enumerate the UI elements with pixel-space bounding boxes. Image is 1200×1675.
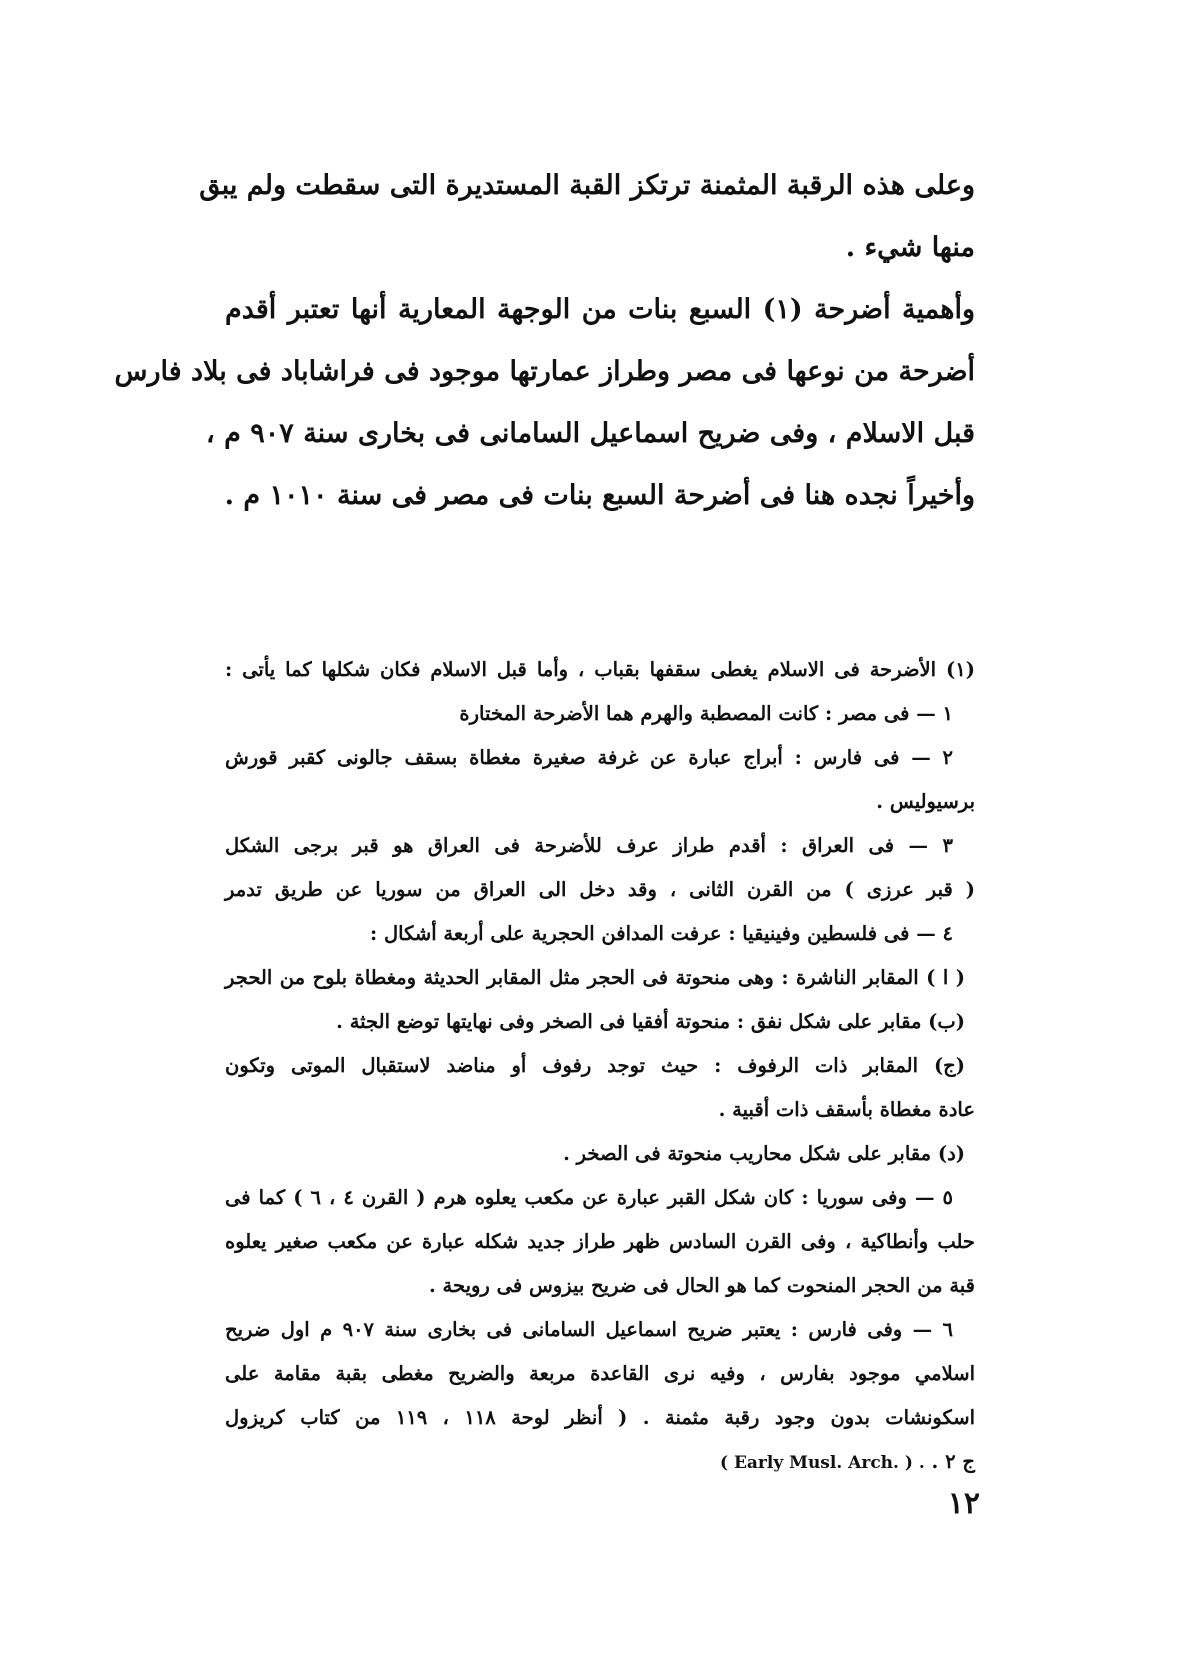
footnote-line: (ج) المقابر ذات الرفوف : حيث توجد رفوف أو مناضد لاستقبال الموتى وتكون	[225, 1054, 965, 1077]
footnote-line: ١ — فى مصر : كانت المصطبة والهرم هما الأضرحة المختارة	[459, 702, 953, 725]
footnote-line: (١) الأضرحة فى الاسلام يغطى سقفها بقباب ، وأما قبل الاسلام فكان شكلها كما يأتى :	[225, 658, 975, 681]
footnote-line: اسكونشات بدون وجود رقبة مثمنة . ( أنظر لوحة ١١٨ ، ١١٩ من كتاب كريزول	[225, 1406, 976, 1429]
main-body-text	[114, 155, 975, 527]
body-line: وأهمية أضرحة (١) السبع بنات من الوجهة المعارية أنها تعتبر أقدم	[225, 294, 975, 325]
body-line: وأخيراً نجده هنا فى أضرحة السبع بنات فى مصر فى سنة ١٠١٠ م .	[224, 480, 975, 511]
body-line: قبل الاسلام ، وفى ضريح اسماعيل السامانى فى بخارى سنة ٩٠٧ م ،	[206, 418, 975, 449]
footnote-line: ٦ — وفى فارس : يعتبر ضريح اسماعيل السامانى فى بخارى سنة ٩٠٧ م اول ضريح	[225, 1318, 953, 1341]
footnote-line: (ب) مقابر على شكل نفق : منحوتة أفقيا فى الصخر وفى نهايتها توضع الجثة .	[336, 1010, 965, 1033]
body-line: وعلى هذه الرقبة المثمنة ترتكز القبة المستديرة التى سقطت ولم يبق	[199, 170, 975, 201]
footnote-line: (د) مقابر على شكل محاريب منحوتة فى الصخر .	[563, 1142, 965, 1165]
footnote-reference-volume: ج ٢ .	[931, 1450, 975, 1473]
footnote-reference-line	[225, 1440, 975, 1484]
footnote-line: ( قبر عرزى ) من القرن الثانى ، وقد دخل الى العراق من سوريا عن طريق تدمر	[225, 878, 975, 901]
footnote-line: عادة مغطاة بأسقف ذات أقبية .	[718, 1098, 975, 1121]
footnote-line: ٣ — فى العراق : أقدم طراز عرف للأضرحة فى العراق هو قبر برجى الشكل	[225, 834, 953, 857]
footnote-line: برسيوليس .	[876, 790, 975, 813]
body-line: منها شيء .	[845, 232, 975, 263]
footnote-line: قبة من الحجر المنحوت كما هو الحال فى ضريح بيزوس فى رويحة .	[428, 1274, 975, 1297]
body-line: أضرحة من نوعها فى مصر وطراز عمارتها موجود فى فراشاباد فى بلاد فارس	[114, 356, 975, 387]
page-number: ١٢	[947, 1486, 980, 1521]
footnote-line: حلب وأنطاكية ، وفى القرن السادس ظهر طراز جديد شكله عبارة عن مكعب صغير يعلوه	[225, 1230, 975, 1253]
footnotes	[225, 648, 975, 1484]
footnote-line: ٤ — فى فلسطين وفينيقيا : عرفت المدافن الحجرية على أربعة أشكال :	[370, 922, 953, 945]
footnote-line: ٥ — وفى سوريا : كان شكل القبر عبارة عن مكعب يعلوه هرم ( القرن ٤ ، ٦ ) كما فى	[225, 1186, 954, 1209]
footnote-line: ٢ — فى فارس : أبراج عبارة عن غرفة صغيرة مغطاة بسقف جالونى كقبر قورش	[225, 746, 953, 769]
footnote-line: اسلامي موجود بفارس ، وفيه نرى القاعدة مربعة والضريح مغطى بقبة مقامة على	[225, 1362, 975, 1385]
footnote-reference-title: ( Early Musl. Arch. ) .	[719, 1453, 925, 1473]
footnote-line: ( ا ) المقابر الناشرة : وهى منحوتة فى الحجر مثل المقابر الحديثة ومغطاة بلوح من الحجر	[225, 966, 965, 989]
